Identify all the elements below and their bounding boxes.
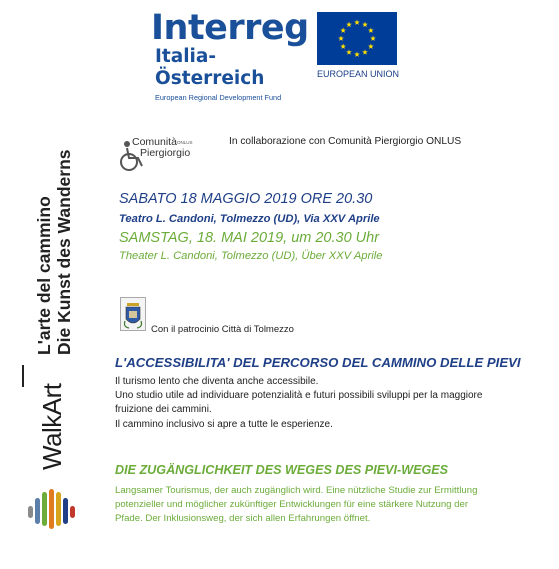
title-italian: L'arte del cammino — [34, 196, 54, 355]
divider-line — [22, 365, 24, 387]
logo-word-piergiorgio: Piergiorgio — [140, 147, 191, 159]
comunita-piergiorgio-logo — [118, 134, 200, 174]
title-german: Die Kunst des Wanderns — [54, 149, 74, 355]
eu-star-icon — [338, 36, 344, 41]
interreg-logo — [151, 10, 311, 102]
logo-word-comunita: Comunità — [132, 136, 177, 148]
eu-label: EUROPEAN UNION — [317, 69, 400, 79]
eu-star-icon — [354, 20, 360, 25]
walkart-footprint-icon — [22, 484, 78, 540]
heading-german: DIE ZUGÄNGLICHKEIT DES WEGES DES PIEVI-WEGES — [115, 463, 449, 477]
eu-flag-icon — [317, 12, 397, 65]
fund-name: European Regional Development Fund — [155, 93, 282, 102]
event-venue-german: Theater L. Candoni, Tolmezzo (UD), Über XXV Aprile — [119, 250, 383, 262]
eu-star-icon — [346, 49, 352, 54]
eu-star-icon — [368, 28, 374, 33]
event-venue-italian: Teatro L. Candoni, Tolmezzo (UD), Via XXV Aprile — [119, 213, 380, 225]
eu-star-icon — [340, 44, 346, 49]
eu-star-icon — [362, 22, 368, 27]
collaboration-text: In collaborazione con Comunità Piergiorgio ONLUS — [229, 136, 462, 147]
body-line: fruizione dei cammini. — [115, 404, 212, 416]
eu-star-icon — [362, 49, 368, 54]
body-line: potenzieller und möglicher zukünftiger Entwicklungen für eine stärkere Nutzung der — [115, 498, 469, 510]
heading-italian: L'ACCESSIBILITA' DEL PERCORSO DEL CAMMINO DELLE PIEVI — [115, 355, 521, 370]
walkart-wordmark: WalkArt — [37, 383, 67, 470]
event-date-german: SAMSTAG, 18. MAI 2019, um 20.30 Uhr — [119, 230, 380, 246]
body-german — [115, 484, 535, 525]
eu-star-icon — [370, 36, 376, 41]
tolmezzo-crest-icon — [120, 297, 146, 331]
eu-star-icon — [346, 22, 352, 27]
logo-word-onlus: ONLUS — [177, 140, 193, 145]
eu-star-icon — [368, 44, 374, 49]
eu-star-icon — [354, 52, 360, 57]
event-date-italian: SABATO 18 MAGGIO 2019 ORE 20.30 — [119, 191, 373, 207]
body-line: Langsamer Tourismus, der auch zugänglich wird. Eine nützliche Studie zur Ermittlung — [115, 485, 478, 496]
body-italian — [115, 375, 545, 432]
patronage-text: Con il patrocinio Città di Tolmezzo — [151, 324, 294, 335]
eu-stars — [317, 12, 397, 65]
body-line: Il cammino inclusivo si apre a tutte le esperienze. — [115, 418, 333, 430]
program-name: Italia-Österreich — [155, 46, 265, 89]
body-line: Uno studio utile ad individuare potenzialità e futuri possibili sviluppi per la maggiore — [115, 390, 483, 402]
vertical-title — [34, 150, 74, 356]
eu-star-icon — [340, 28, 346, 33]
body-line: Il turismo lento che diventa anche accessibile. — [115, 376, 319, 387]
body-line: Pfade. Der Inklusionsweg, der sich allen Erfahrungen öffnet. — [115, 512, 371, 524]
eu-logo — [317, 12, 399, 79]
interreg-wordmark: Interreg — [151, 8, 309, 48]
